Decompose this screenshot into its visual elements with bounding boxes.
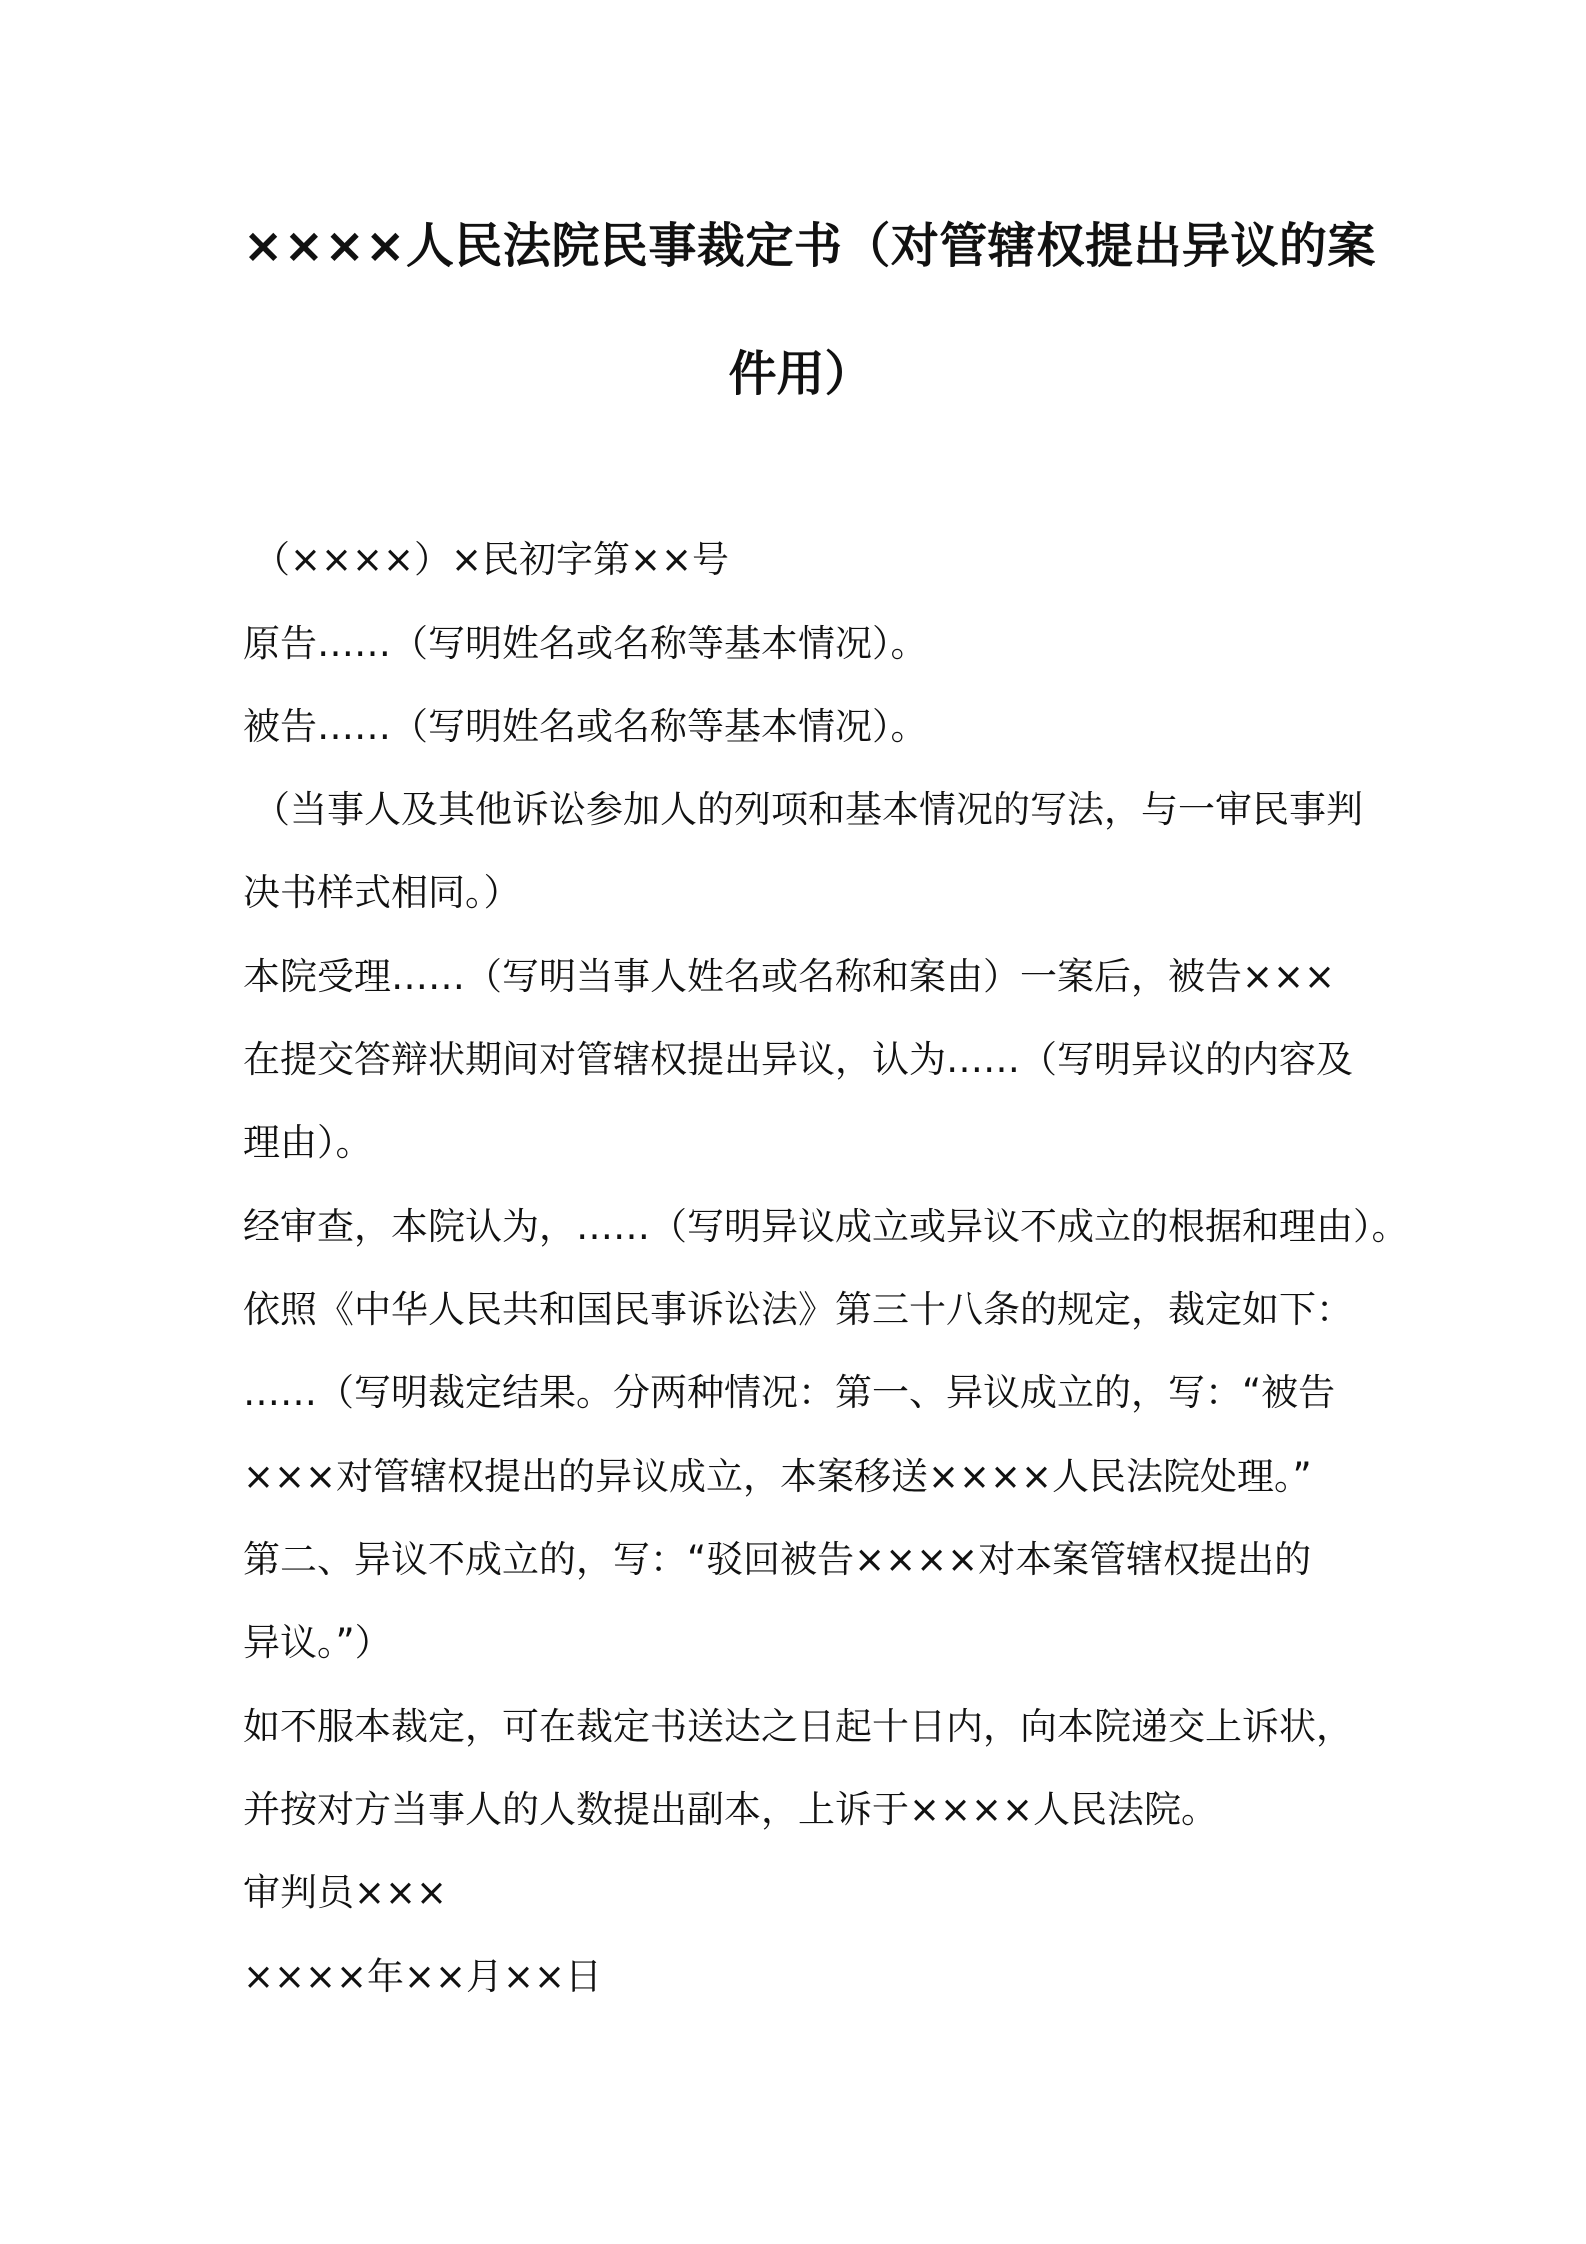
judge-signature: 审判员××× bbox=[243, 1871, 448, 1914]
document-title-line-1: ××××人民法院民事裁定书（对管辖权提出异议的案 bbox=[243, 218, 1376, 274]
parties-note-line-2: 决书样式相同。） bbox=[243, 871, 521, 914]
appeal-notice-line-1: 如不服本裁定，可在裁定书送达之日起十日内，向本院递交上诉状， bbox=[243, 1705, 1353, 1748]
case-acceptance-line-3: 理由）。 bbox=[243, 1121, 373, 1164]
ruling-result-line-2: ×××对管辖权提出的异议成立，本案移送××××人民法院处理。” bbox=[243, 1455, 1312, 1498]
case-acceptance-line-1: 本院受理……（写明当事人姓名或名称和案由）一案后，被告××× bbox=[243, 955, 1336, 998]
legal-basis: 依照《中华人民共和国民事诉讼法》第三十八条的规定，裁定如下： bbox=[243, 1288, 1353, 1331]
appeal-notice-line-2: 并按对方当事人的人数提出副本，上诉于××××人民法院。 bbox=[243, 1788, 1219, 1831]
document-title-line-2: 件用） bbox=[728, 346, 873, 402]
ruling-result-line-4: 异议。”） bbox=[243, 1621, 392, 1664]
plaintiff-line: 原告……（写明姓名或名称等基本情况）。 bbox=[243, 622, 928, 665]
defendant-line: 被告……（写明姓名或名称等基本情况）。 bbox=[243, 705, 928, 748]
case-number: （××××）×民初字第××号 bbox=[253, 538, 730, 581]
ruling-date: ××××年××月××日 bbox=[243, 1955, 603, 1998]
ruling-result-line-1: ……（写明裁定结果。分两种情况：第一、异议成立的，写：“被告 bbox=[243, 1371, 1336, 1414]
case-acceptance-line-2: 在提交答辩状期间对管辖权提出异议，认为……（写明异议的内容及 bbox=[243, 1038, 1353, 1081]
review-finding: 经审查，本院认为，……（写明异议成立或异议不成立的根据和理由）。 bbox=[243, 1205, 1409, 1248]
parties-note-line-1: （当事人及其他诉讼参加人的列项和基本情况的写法，与一审民事判 bbox=[253, 788, 1363, 831]
ruling-result-line-3: 第二、异议不成立的，写：“驳回被告××××对本案管辖权提出的 bbox=[243, 1538, 1312, 1581]
